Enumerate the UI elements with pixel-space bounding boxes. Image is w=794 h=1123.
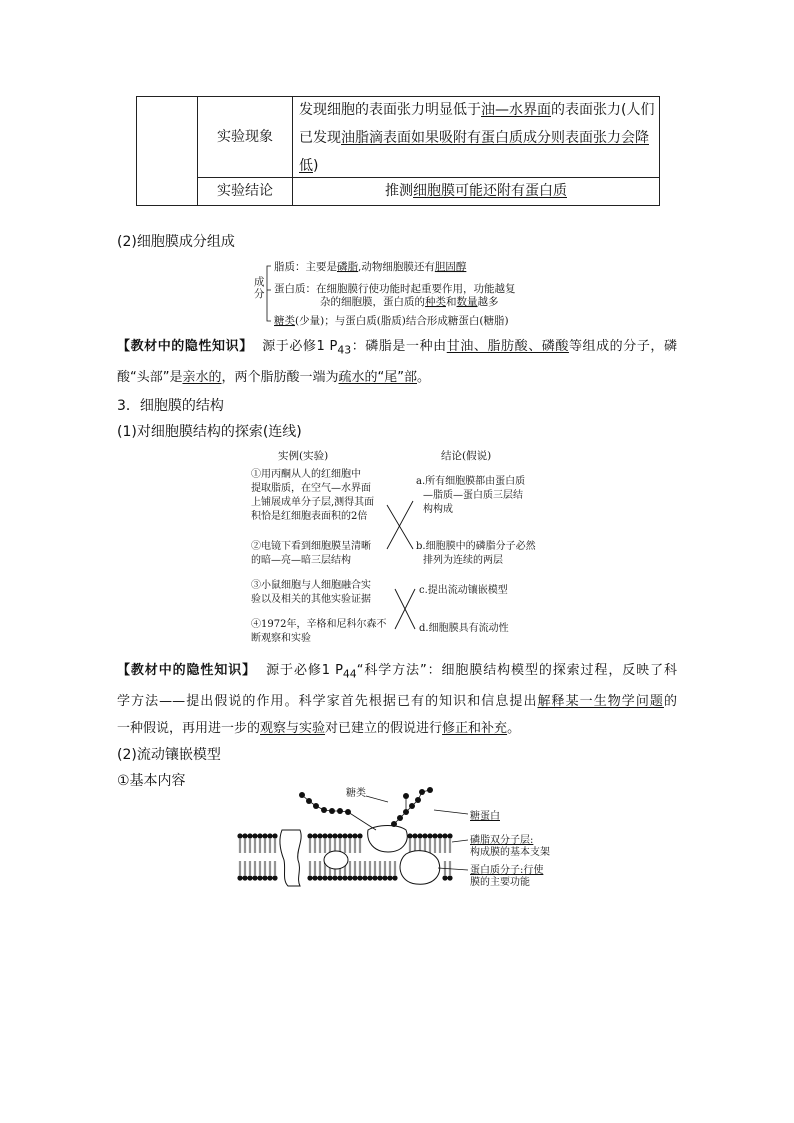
phospholipid-head xyxy=(307,875,312,880)
phospholipid-tail xyxy=(379,861,381,875)
phospholipid-tail xyxy=(269,839,271,853)
hint-tag: 【教材中的隐性知识】 xyxy=(117,663,257,678)
conclusion-a: a.所有细胞膜都由蛋白质 xyxy=(416,476,526,487)
example-4: 断观察和实验 xyxy=(251,633,311,644)
protein-line-1: 蛋白质：在细胞膜行使功能时起重要作用，功能越复 xyxy=(274,283,516,295)
phenomenon-text xyxy=(299,96,659,180)
phospholipid-tail xyxy=(394,861,396,875)
phospholipid-tail xyxy=(244,839,246,853)
phospholipid-head xyxy=(412,833,417,838)
hidden-knowledge-2 xyxy=(117,657,677,742)
phospholipid-head xyxy=(252,875,257,880)
row-label-conclusion: 实验结论 xyxy=(217,183,273,199)
phospholipid-tail xyxy=(259,839,261,853)
phospholipid-head xyxy=(367,875,372,880)
embedded-protein xyxy=(324,851,348,869)
text: ) xyxy=(313,158,319,174)
phospholipid-head xyxy=(382,875,387,880)
example-3: 验以及相关的其他实验证据 xyxy=(251,594,371,605)
phospholipid-head xyxy=(422,833,427,838)
phospholipid-head xyxy=(372,875,377,880)
phospholipid-head xyxy=(272,833,277,838)
text: 推测 xyxy=(385,183,413,199)
left-header: 实例(实验) xyxy=(278,450,329,462)
text: ：磷脂是一种由 xyxy=(351,339,447,354)
subsection-heading: (1)对细胞膜结构的探索(连线) xyxy=(117,424,302,440)
phospholipid-head xyxy=(357,833,362,838)
sugar-line: 糖类(少量)；与蛋白质(脂质)结合形成糖蛋白(糖脂) xyxy=(274,315,509,327)
phospholipid-tail xyxy=(274,861,276,875)
phospholipid-tail xyxy=(389,861,391,875)
phospholipid-tail xyxy=(254,839,256,853)
example-2: 的暗—亮—暗三层结构 xyxy=(251,555,351,566)
matching-diagram xyxy=(245,445,565,655)
phospholipid-head xyxy=(247,833,252,838)
conclusion-a: —脂质—蛋白质三层结 xyxy=(423,490,523,501)
phospholipid-head xyxy=(442,875,447,880)
pointer-line xyxy=(366,796,388,802)
label-protein: 蛋白质分子:行使 xyxy=(470,865,544,876)
phospholipid-tail xyxy=(319,839,321,853)
label-bilayer: 构成膜的基本支架 xyxy=(470,847,550,858)
phospholipid-tail xyxy=(314,839,316,853)
label-glycoprotein: 糖蛋白 xyxy=(470,811,500,822)
phospholipid-tail xyxy=(439,839,441,853)
phospholipid-head xyxy=(387,875,392,880)
page-subscript: 44 xyxy=(342,667,357,681)
phospholipid-tail xyxy=(384,861,386,875)
phospholipid-tail xyxy=(359,839,361,853)
phospholipid-head xyxy=(327,875,332,880)
phospholipid-head xyxy=(242,875,247,880)
brace xyxy=(267,266,271,321)
phospholipid-head xyxy=(342,875,347,880)
phospholipid-tail xyxy=(374,861,376,875)
list-item: ①基本内容 xyxy=(117,773,186,789)
underlined-text: 细胞膜可能还附有蛋白质 xyxy=(413,183,567,199)
underlined-text: 修正和补充 xyxy=(442,720,508,736)
phospholipid-head xyxy=(347,875,352,880)
phospholipid-head xyxy=(352,833,357,838)
phospholipid-head xyxy=(332,833,337,838)
text: 。 xyxy=(417,369,431,385)
text: 学方法——提出假说的作用。科学家首先根据已有的知识和信息提出 xyxy=(117,693,538,709)
phospholipid-tail xyxy=(409,839,411,853)
phospholipid-head xyxy=(332,875,337,880)
example-1: 提取脂质，在空气—水界面 xyxy=(251,483,371,494)
phospholipid-head xyxy=(312,875,317,880)
protein-line-2: 杂的细胞膜，蛋白质的种类和数量越多 xyxy=(320,296,499,308)
text: 一种假说，再用进一步的 xyxy=(117,720,261,736)
phospholipid-head xyxy=(362,875,367,880)
phospholipid-head xyxy=(267,833,272,838)
fluid-mosaic-diagram xyxy=(238,790,568,900)
side-label: 成 xyxy=(254,276,265,288)
phospholipid-head xyxy=(267,875,272,880)
underlined-text: 低 xyxy=(299,158,313,174)
text: 发现细胞的表面张力明显低于 xyxy=(299,102,481,118)
phospholipid-head xyxy=(337,875,342,880)
example-1: 积恰是红细胞表面积的2倍 xyxy=(251,511,368,522)
page-subscript: 43 xyxy=(337,343,352,357)
hidden-knowledge-1 xyxy=(117,333,677,391)
underlined-text: 观察与实验 xyxy=(260,720,326,736)
phospholipid-head xyxy=(322,833,327,838)
phospholipid-head xyxy=(327,833,332,838)
phospholipid-head xyxy=(237,875,242,880)
side-label: 分 xyxy=(254,288,265,300)
phospholipid-tail xyxy=(449,839,451,853)
underlined-text: 油脂滴表面如果吸附有蛋白质成分则表面张力会降 xyxy=(341,130,649,146)
phospholipid-tail xyxy=(264,861,266,875)
phospholipid-head xyxy=(437,833,442,838)
transmembrane-protein xyxy=(400,851,440,885)
example-3: ③小鼠细胞与人细胞融合实 xyxy=(251,580,371,591)
phospholipid-tail xyxy=(254,861,256,875)
phospholipid-head xyxy=(447,875,452,880)
composition-diagram xyxy=(250,255,580,335)
phospholipid-head xyxy=(347,833,352,838)
phospholipid-tail xyxy=(349,861,351,875)
phospholipid-tail xyxy=(244,861,246,875)
text: ，两个脂肪酸一端为 xyxy=(221,369,339,385)
example-1: 上铺展成单分子层,测得其面 xyxy=(251,497,375,508)
phospholipid-head xyxy=(307,833,312,838)
phospholipid-tail xyxy=(249,861,251,875)
pointer-line xyxy=(452,840,468,842)
example-4: ④1972年，辛格和尼科尔森不 xyxy=(251,619,387,630)
phospholipid-tail xyxy=(274,839,276,853)
phospholipid-head xyxy=(352,875,357,880)
phospholipid-head xyxy=(317,833,322,838)
text: 对已建立的假说进行 xyxy=(325,720,443,736)
subsection-heading: (2)流动镶嵌模型 xyxy=(117,747,221,763)
example-1: ①用丙酮从人的红细胞中 xyxy=(251,469,361,480)
text: “科学方法”：细胞膜结构模型的探索过程，反映了科 xyxy=(356,663,677,678)
phospholipid-head xyxy=(317,875,322,880)
section-heading: (2)细胞膜成分组成 xyxy=(117,234,235,250)
text: 源于必修1 P xyxy=(266,663,343,678)
phospholipid-tail xyxy=(329,839,331,853)
phospholipid-tail xyxy=(429,839,431,853)
label-bilayer: 磷脂双分子层: xyxy=(470,835,534,846)
phospholipid-head xyxy=(377,875,382,880)
phospholipid-tail xyxy=(354,839,356,853)
phospholipid-head xyxy=(432,833,437,838)
phospholipid-head xyxy=(312,833,317,838)
phospholipid-head xyxy=(237,833,242,838)
phospholipid-head xyxy=(392,875,397,880)
phospholipid-tail xyxy=(239,861,241,875)
phospholipid-head xyxy=(342,833,347,838)
phospholipid-tail xyxy=(259,861,261,875)
phospholipid-head xyxy=(427,833,432,838)
section-heading: 3．细胞膜的结构 xyxy=(117,398,224,414)
text: 的表面张力(人们 xyxy=(551,102,655,118)
phospholipid-head xyxy=(257,875,262,880)
phospholipid-head xyxy=(252,833,257,838)
pointer-line xyxy=(438,868,468,870)
phospholipid-tail xyxy=(444,839,446,853)
underlined-text: 油—水界面 xyxy=(481,102,551,118)
phospholipid-tail xyxy=(324,839,326,853)
row-label-phenomenon: 实验现象 xyxy=(217,129,273,145)
conclusion-b: b.细胞膜中的磷脂分子必然 xyxy=(416,541,536,552)
phospholipid-tail xyxy=(269,861,271,875)
phospholipid-tail xyxy=(359,861,361,875)
experiment-table xyxy=(136,96,660,206)
hint-tag: 【教材中的隐性知识】 xyxy=(117,339,253,354)
conclusion-c: c.提出流动镶嵌模型 xyxy=(419,585,508,596)
conclusion-text xyxy=(293,177,659,205)
phospholipid-head xyxy=(322,875,327,880)
underlined-text: 甘油、脂肪酸、磷酸 xyxy=(446,339,569,354)
underlined-text: 亲水的 xyxy=(182,369,222,385)
phospholipid-tail xyxy=(239,839,241,853)
phospholipid-head xyxy=(442,833,447,838)
phospholipid-head xyxy=(257,833,262,838)
peripheral-protein xyxy=(368,826,408,853)
phospholipid-tail xyxy=(349,839,351,853)
pointer-line xyxy=(434,810,468,814)
example-2: ②电镜下看到细胞膜呈清晰 xyxy=(251,541,371,552)
channel-protein xyxy=(280,830,301,886)
text: 的 xyxy=(663,693,677,709)
phospholipid-head xyxy=(272,875,277,880)
phospholipid-head xyxy=(262,833,267,838)
phospholipid-tail xyxy=(319,861,321,875)
phospholipid-head xyxy=(407,833,412,838)
right-header: 结论(假说) xyxy=(441,450,492,462)
text: 酸“头部”是 xyxy=(117,369,183,385)
phospholipid-tail xyxy=(354,861,356,875)
phospholipid-tail xyxy=(249,839,251,853)
phospholipid-head xyxy=(417,833,422,838)
phospholipid-tail xyxy=(309,861,311,875)
label-protein: 膜的主要功能 xyxy=(470,877,530,888)
phospholipid-head xyxy=(247,875,252,880)
lipid-line: 脂质：主要是磷脂,动物细胞膜还有胆固醇 xyxy=(274,261,467,273)
conclusion-b: 排列为连续的两层 xyxy=(423,555,503,566)
phospholipid-tail xyxy=(309,839,311,853)
phospholipid-tail xyxy=(449,861,451,875)
phospholipid-tail xyxy=(444,861,446,875)
phospholipid-head xyxy=(262,875,267,880)
phospholipid-head xyxy=(357,875,362,880)
text: 源于必修1 P xyxy=(262,339,338,354)
underlined-text: 疏水的“尾”部 xyxy=(338,369,417,385)
text: 已发现 xyxy=(299,130,341,146)
phospholipid-head xyxy=(337,833,342,838)
phospholipid-tail xyxy=(264,839,266,853)
underlined-text: 解释某一生物学问题 xyxy=(537,693,664,709)
conclusion-d: d.细胞膜具有流动性 xyxy=(419,623,509,634)
label-sugar: 糖类 xyxy=(346,788,366,799)
text: 等组成的分子，磷 xyxy=(568,339,677,354)
conclusion-a: 构构成 xyxy=(423,504,453,515)
phospholipid-tail xyxy=(344,839,346,853)
phospholipid-head xyxy=(242,833,247,838)
phospholipid-head xyxy=(447,833,452,838)
text: 。 xyxy=(507,720,521,736)
sugar-chain xyxy=(299,787,433,830)
phospholipid-tail xyxy=(364,861,366,875)
phospholipid-tail xyxy=(434,839,436,853)
phospholipid-tail xyxy=(314,861,316,875)
phospholipid-tail xyxy=(369,861,371,875)
